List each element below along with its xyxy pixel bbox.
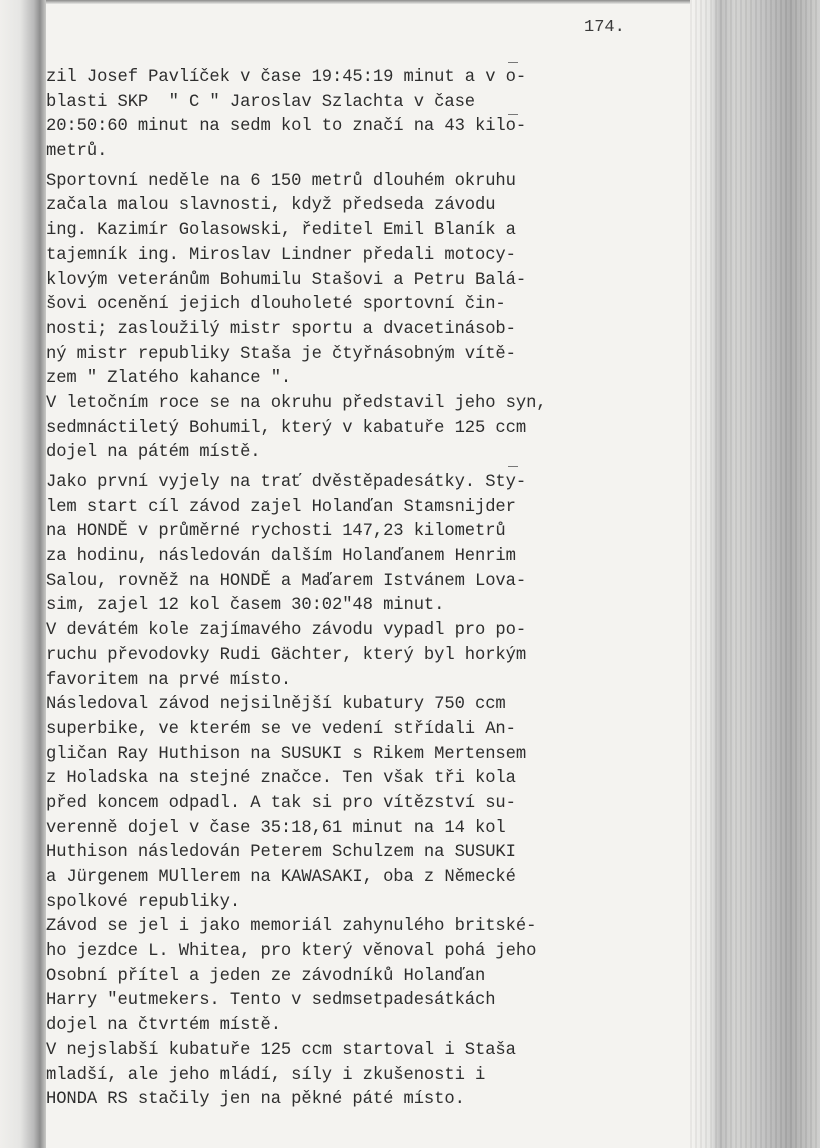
paragraph — [46, 66, 546, 165]
text-line: V nejslabší kubatuře 125 ccm startoval i Staša — [46, 1040, 516, 1060]
paragraph — [46, 170, 546, 392]
text-line: zil Josef Pavlíček v čase 19:45:19 minut a v o- — [46, 68, 527, 87]
text-line: tajemník ing. Miroslav Lindner předali motocy- — [46, 245, 516, 265]
text-line: Harry "eutmekers. Tento v sedmsetpadesátkách — [46, 991, 496, 1011]
typewritten-body-text — [46, 66, 546, 1113]
text-line: ruchu převodovky Rudi Gächter, který byl horkým — [46, 645, 527, 665]
text-line: z Holadska na stejné značce. Ten však tři kola — [46, 769, 516, 789]
text-line: mladší, ale jeho mládí, síly i zkušenosti i — [46, 1065, 486, 1085]
paragraph — [46, 392, 546, 466]
text-line: Huthison následován Peterem Schulzem na SUSUKI — [46, 843, 516, 863]
paragraph — [46, 471, 546, 619]
text-line: zem " Zlatého kahance ". — [46, 369, 292, 389]
paragraph — [46, 619, 546, 693]
text-line: před koncem odpadl. A tak si pro vítězství su- — [46, 793, 516, 813]
text-line: za hodinu, následován dalším Holanďanem Henrim — [46, 547, 516, 567]
text-line: Sportovní neděle na 6 150 metrů dlouhém okruhu — [46, 171, 516, 191]
text-line: verenně dojel v čase 35:18,61 minut na 14 kol — [46, 818, 506, 838]
text-line: a Jürgenem MUllerem na KAWASAKI, oba z Německé — [46, 868, 516, 887]
text-line: sedmnáctiletý Bohumil, který v kabatuře 125 ccm — [46, 418, 527, 438]
text-line: dojel na čtvrtém místě. — [46, 1016, 281, 1036]
text-line: HONDA RS stačily jen na pěkné páté místo. — [46, 1090, 465, 1110]
text-line: metrů. — [46, 142, 108, 162]
text-line: superbike, ve kterém se ve vedení střídali An- — [46, 719, 516, 739]
text-line: ný mistr republiky Staša je čtyřnásobným vítě- — [46, 344, 516, 364]
text-line: začala malou slavnosti, když předseda závodu — [46, 196, 496, 216]
margin-mark — [508, 62, 518, 63]
page-number: 174. — [584, 18, 625, 37]
binding-shadow-left — [0, 0, 46, 1148]
text-line: V devátém kole zajímavého závodu vypadl pro po- — [46, 621, 527, 641]
paragraph — [46, 915, 546, 1038]
text-line: favoritem na prvé místo. — [46, 670, 292, 690]
text-line: 20:50:60 minut na sedm kol to značí na 43 kilo- — [46, 117, 527, 137]
page-edge-shadow-right — [690, 0, 820, 1148]
text-line: Salou, rovněž na HONDĚ a Maďarem Istvánem Lova- — [46, 571, 527, 591]
text-line: dojel na pátém místě. — [46, 443, 261, 463]
text-line: lem start cíl závod zajel Holanďan Stamsnijder — [46, 497, 516, 517]
text-line: Osobní přítel a jeden ze závodníků Holanďan — [46, 966, 486, 986]
text-line: Jako první vyjely na trať dvěstěpadesátky. Sty- — [46, 473, 527, 492]
paragraph — [46, 1039, 546, 1113]
text-line: nosti; zasloužilý mistr sportu a dvacetinásob- — [46, 319, 516, 339]
text-line: gličan Ray Huthison na SUSUKI s Rikem Mertensem — [46, 744, 527, 764]
text-line: sim, zajel 12 kol časem 30:02"48 minut. — [46, 596, 445, 616]
text-line: blasti SKP " C " Jaroslav Szlachta v čase — [46, 92, 475, 112]
text-line: na HONDĚ v průměrné rychosti 147,23 kilometrů — [46, 522, 506, 542]
text-line: ing. Kazimír Golasowski, ředitel Emil Blaník a — [46, 221, 516, 241]
text-line: Následoval závod nejsilnější kubatury 750 ccm — [46, 695, 506, 715]
text-line: ho jezdce L. Whitea, pro který věnoval pohá jeho — [46, 942, 537, 962]
text-line: šovi ocenění jejich dlouholeté sportovní čin- — [46, 295, 506, 315]
paragraph — [46, 693, 546, 915]
text-line: spolkové republiky. — [46, 892, 241, 912]
text-line: V letočním roce se na okruhu představil jeho syn, — [46, 393, 547, 413]
text-line: klovým veteránům Bohumilu Stašovi a Petru Balá- — [46, 270, 527, 290]
text-line: Závod se jel i jako memoriál zahynulého britské- — [46, 917, 537, 937]
